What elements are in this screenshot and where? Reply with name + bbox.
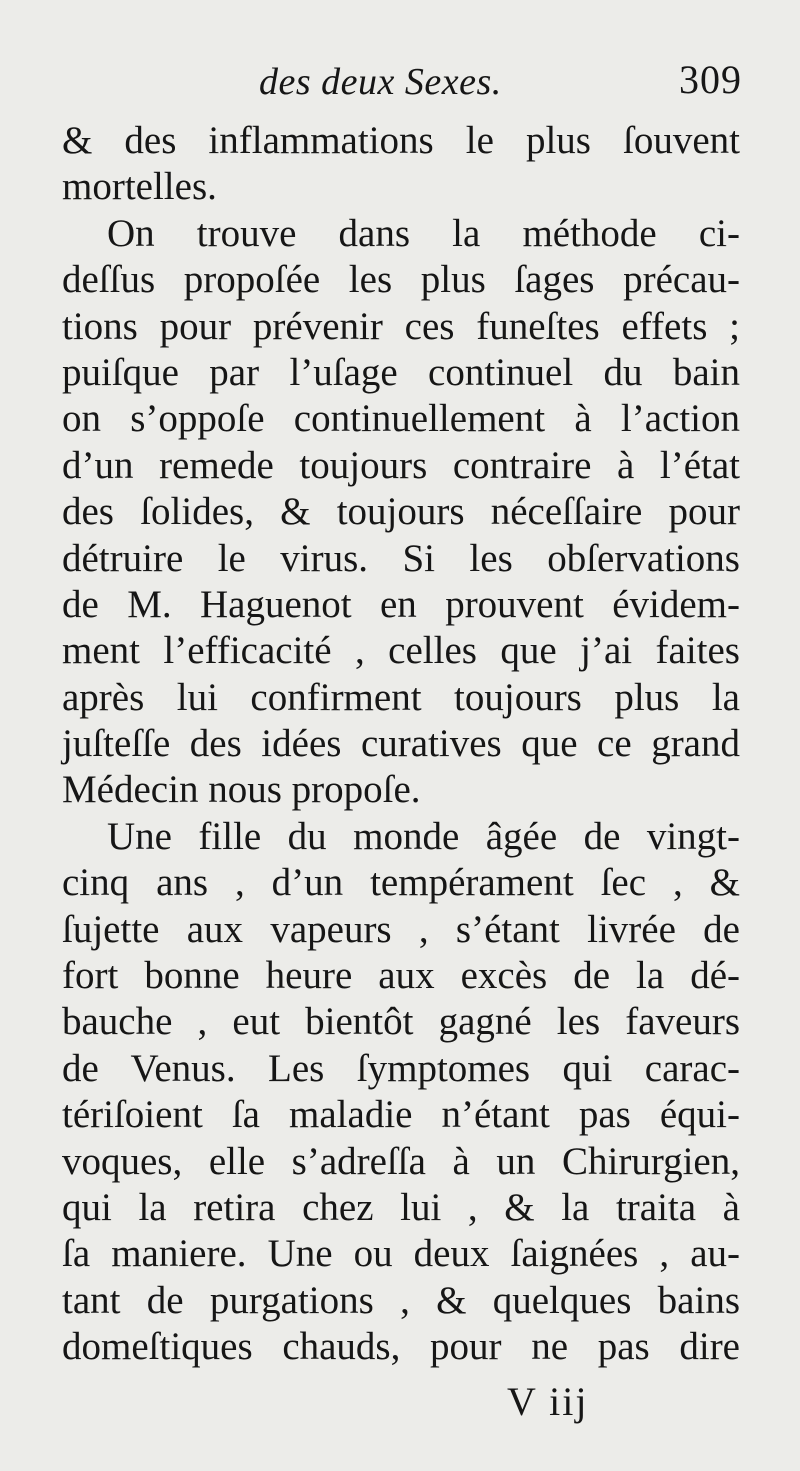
text-line: Médecin nous propoſe. — [62, 768, 421, 812]
text-line: de M. Haguenot en prouvent évidem- — [62, 582, 740, 626]
text-line: puiſque par l’uſage continuel du bain — [62, 350, 740, 394]
text-line: des ſolides, & toujours néceſſaire pour — [62, 490, 740, 534]
text-line: d’un remede toujours contraire à l’état — [62, 443, 740, 487]
text-line: ſujette aux vapeurs , s’étant livrée de — [62, 907, 740, 951]
text-line: fort bonne heure aux excès de la dé- — [62, 954, 740, 998]
text-line: tant de purgations , & quelques bains — [62, 1278, 740, 1322]
text-line: deſſus propoſée les plus ſages précau- — [62, 258, 740, 302]
text-line: ſa maniere. Une ou deux ſaignées , au- — [62, 1232, 740, 1276]
text-line: mortelles. — [62, 165, 217, 209]
running-head — [64, 50, 740, 110]
text-line: ment l’efficacité , celles que j’ai faites — [62, 629, 740, 673]
page-number: 309 — [679, 57, 742, 102]
text-line: tions pour prévenir ces funeſtes effets ; — [62, 304, 740, 348]
body-text — [62, 118, 740, 1371]
text-line: voques, elle s’adreſſa à un Chirurgien, — [62, 1139, 740, 1183]
text-line: bauche , eut bientôt gagné les faveurs — [62, 1000, 740, 1044]
text-line: de Venus. Les ſymptomes qui carac- — [62, 1046, 740, 1090]
text-line: on s’oppoſe continuellement à l’action — [62, 397, 740, 441]
text-line: On trouve dans la méthode ci- — [107, 211, 740, 255]
text-line: qui la retira chez lui , & la traita à — [62, 1185, 740, 1229]
running-title: des deux Sexes. — [259, 61, 502, 103]
text-line: tériſoient ſa maladie n’étant pas équi- — [62, 1093, 740, 1137]
text-line: après lui confirment toujours plus la — [62, 675, 740, 719]
text-line: & des inflammations le plus ſouvent — [62, 119, 740, 162]
text-line: détruire le virus. Si les obſervations — [62, 536, 740, 580]
text-line: domeſtiques chauds, pour ne pas dire — [62, 1325, 740, 1369]
signature-mark: V iij — [507, 1379, 589, 1424]
text-line: cinq ans , d’un tempérament ſec , & — [62, 861, 740, 905]
text-line: Une fille du monde âgée de vingt- — [107, 814, 740, 858]
text-line: juſteſſe des idées curatives que ce grand — [62, 722, 740, 766]
